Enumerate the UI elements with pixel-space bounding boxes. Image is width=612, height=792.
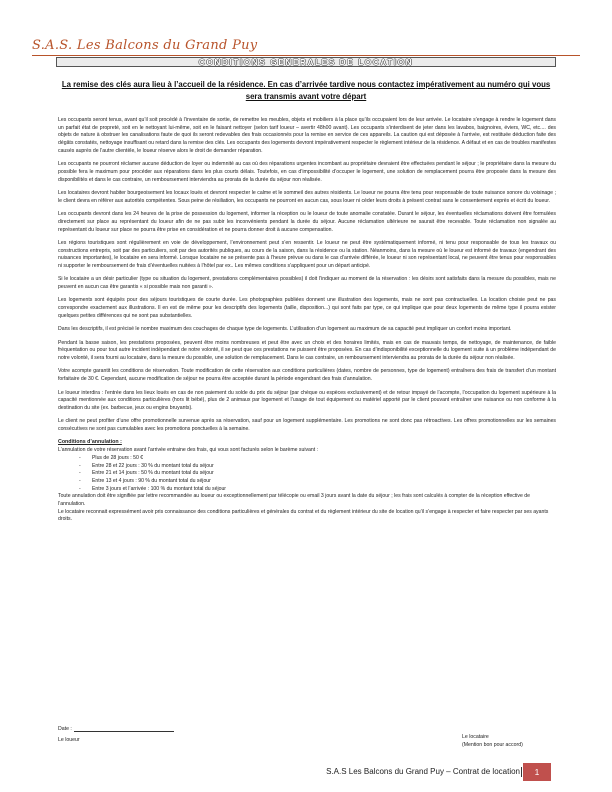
paragraph: Les occupants seront tenus, avant qu’il soit procédé à l’inventaire de sortie, de remettre les meubles, objets et mobiliers à la place qu’ils occupaient lors de leur arrivée. Le locataire s’engage à rendre le logement dans un parfait état de propreté, soit en le nettoyant lui-même, soit en le faisant nettoyer (selon tarif loueur – avertir 48h00 avant). Les occupants s’interdisent de jeter dans les lavabos, baignoires, éviers, WC, etc.... des objets de nature à obstruer les canalisations faute de quoi ils seront redevables des frais occasionnés pour la remise en service de ces appareils. La caution qui est déposée à l’arrivée, est restituée déduction faite des dégâts constatés, nettoyage insuffisant ou retard dans la remise des clés. Les occupants des logements devront impérativement respecter le règlement intérieur de la résidence. A défaut et en cas de troubles manifestes causés auprès de l’autre clientèle, le loueur réserve alors le droit de demander réparation. — [58, 117, 556, 154]
page-number: 1 — [523, 763, 551, 781]
header-divider — [32, 55, 580, 56]
cancellation-note: Le locataire reconnait expressément avoir pris connaissance des conditions particulières et générales du contrat et du règlement intérieur du site de location qu’il s’engage à respecter et faire respecter par ses ayants droits. — [58, 508, 549, 523]
signature-locataire — [462, 733, 523, 749]
locataire-label: Le locataire — [462, 734, 489, 740]
paragraph: Les occupants devront dans les 24 heures de la prise de possession du logement, informer la réception ou le loueur de toute anomalie constatée. Durant le séjour, les éventuelles réclamations doivent être formulées directement sur place au représentant du loueur afin de ne pas subir les inconvénients pendant la durée du séjour. Aucune réclamation ultérieure ne saurait être recevable. Toute réclamation non signalée au représentant du loueur sur place ne pourra être prise en considération et ne pourra donner droit à aucune compensation. — [58, 211, 556, 233]
paragraph: Les occupants ne pourront réclamer aucune déduction de loyer ou indemnité au cas où des réparations urgentes incombant au propriétaire devraient être effectuées pendant le séjour ; le propriétaire dans la mesure du possible fera le maximum pour procéder aux réparations dans les plus courts délais. Toutefois, en cas d’impossibilité d’occuper le logement, une solution de remplacement pourra être proposée dans la mesure des disponibilités et dans le cas contraire, un remboursement interviendra au prorata de la durée du séjour non réalisée. — [58, 161, 556, 183]
date-field — [58, 726, 174, 732]
list-item: - Entre 13 et 4 jours : 90 % du montant total du séjour — [92, 478, 556, 486]
footer-separator — [521, 767, 522, 777]
page-footer — [0, 763, 612, 779]
list-item: - Plus de 28 jours : 50 € — [92, 455, 556, 463]
footer-text: S.A.S Les Balcons du Grand Puy – Contrat de location — [326, 767, 520, 776]
cancellation-note: Toute annulation doit être signifiée par lettre recommandée au loueur ou exceptionnellement par télécopie ou email 3 jours avant la date du séjour ; les frais sont calculés à compter de la réception effective de l’annulation. — [58, 493, 530, 508]
key-handover-notice: La remise des clés aura lieu à l’accueil de la résidence. En cas d’arrivée tardive nous contactez impérativement au numéro qui vous sera transmis avant votre départ — [61, 80, 551, 101]
paragraph: Les locataires devront habiter bourgeoisement les locaux loués et devront respecter le calme et le sommeil des autres résidents. Le loueur ne pourra être tenu pour responsable de toute nuisance sonore du voisinage ; le client devra en référer aux autorités compétentes. Sous peine de résiliation, les occupants ne pourront en aucun cas, sous louer ni céder leurs droits à présent contrat sans le consentement exprès et écrit du loueur. — [58, 190, 556, 204]
list-item: - Entre 21 et 14 jours : 50 % du montant total du séjour — [92, 470, 556, 478]
paragraph: Si le locataire a un désir particulier (type ou situation du logement, prestations complémentaires possibles) il doit l’indiquer au moment de la réservation : les désirs sont satisfaits dans la mesure du possibles, mais ne peuvent en aucun cas être garantis « si possible mais non garanti ». — [58, 276, 556, 291]
cancellation-intro: L’annulation de votre réservation avant l’arrivée entraine des frais, qui vous sont facturés selon le barème suivant : — [58, 447, 319, 454]
paragraph: Dans les descriptifs, il est précisé le nombre maximum des couchages de chaque type de logements. L’utilisation d’un logement au maximum de sa capacité peut impliquer un confort moins important. — [58, 326, 512, 333]
paragraph: Les régions touristiques sont régulièrement en voie de développement, l’environnement peut s’en ressentir. Le loueur ne peut être systématiquement informé, ni tenu pour responsable de tous les travaux ou constructions entrepris, soit par des particuliers, soit par des autorités publiques, au cours de la saison, dans la résidence ou la station. Néanmoins, dans la mesure où le loueur est informé de travaux (engendrant des nuisances importantes), le locataire en sera informé. Lorsque locataire ne se présente pas à l’heure prévue ou dans le cas d’arrivée différée, le loueur ni son représentant local, ne peuvent être tenus pour responsables ni supporter le remboursement de frais d’éventuelles nuitées à l’hôtel par ex.. Les mêmes conditions s’appliquent pour un départ anticipé. — [58, 239, 556, 269]
paragraph: Les logements sont équipés pour des séjours touristiques de courte durée. Les photographies publiées donnent une illustration des logements, mais ne sont pas contractuelles. La location choisie peut ne pas correspondre exactement aux illustrations. Il en est de même pour les descriptifs des logements (taille, disposition...) qui sont faits par type, ce qui implique que pour deux logements de même type il pourra exister quelques petites différences qui ne sont pas substantielles. — [58, 297, 556, 319]
cancellation-list — [58, 455, 556, 494]
list-item: - Entre 28 et 22 jours : 30 % du montant total du séjour — [92, 463, 556, 471]
list-item: - Entre 3 jours et l’arrivée : 100 % du montant total du séjour — [92, 486, 556, 494]
cancellation-section — [58, 439, 556, 524]
date-label: Date : — [58, 726, 72, 732]
signature-loueur: Le loueur — [58, 737, 80, 743]
cancellation-heading: Conditions d’annulation : — [58, 439, 122, 446]
title-banner — [56, 57, 556, 67]
locataire-note: (Mention bon pour accord) — [462, 742, 523, 748]
date-blank — [74, 726, 174, 732]
terms-body — [58, 117, 556, 524]
paragraph: Pendant la basse saison, les prestations proposées, peuvent être moins nombreuses et peut être avec un choix et des horaires limités, mais en cas de mauvais temps, de nettoyage, de maintenance, de faible fréquentation ou pour tout autre incident indépendant de notre volonté, il se peut que ces prestations ne puissent être proposées. En cas d’indisponibilité exceptionnelle du logement suite à un problème indépendant de notre volonté, il sera fourni au locataire, dans la mesure du possible, une solution de remplacement. Dans le cas contraire, un remboursement interviendra au prorata de la durée du séjour non réalisée. — [58, 339, 556, 362]
document-title: CONDITIONS GENERALES DE LOCATION — [198, 57, 414, 67]
paragraph: Votre acompte garantit les conditions de réservation. Toute modification de cette réservation aux conditions particulières (dates, nombre de personnes, type de logement) entraînera des frais de transfert d’un montant forfaitaire de 30 €. Cependant, aucune modification de séjour ne pourra être acceptée durant la période engendrant des frais d’annulation. — [58, 368, 556, 383]
paragraph: Le loueur interdira : l’entrée dans les lieux loués en cas de non paiement du solde du prix du séjour (par chèque ou espèces exclusivement) et de retour impayé de l’acompte, l’occupation du logement supérieure à la capacité mentionnée aux conditions particulières (hors lit bébé), plus de 2 animaux par logement et l’usage de tout équipement ou matériel apporté par le client pouvant entraîner une nuisance ou non conforme à la destination du site (ex. barbecue, jeux ou engins bruyants). — [58, 389, 556, 411]
paragraph: Le client ne peut profiter d’une offre promotionnelle survenue après sa réservation, sauf pour un logement supplémentaire. Les promotions ne sont donc pas rétroactives. Les offres promotionnelles sur les semaines consécutives ne sont pas cumulables avec les promotions ponctuelles à la semaine. — [58, 418, 556, 433]
brand-name: S.A.S. Les Balcons du Grand Puy — [32, 38, 258, 53]
